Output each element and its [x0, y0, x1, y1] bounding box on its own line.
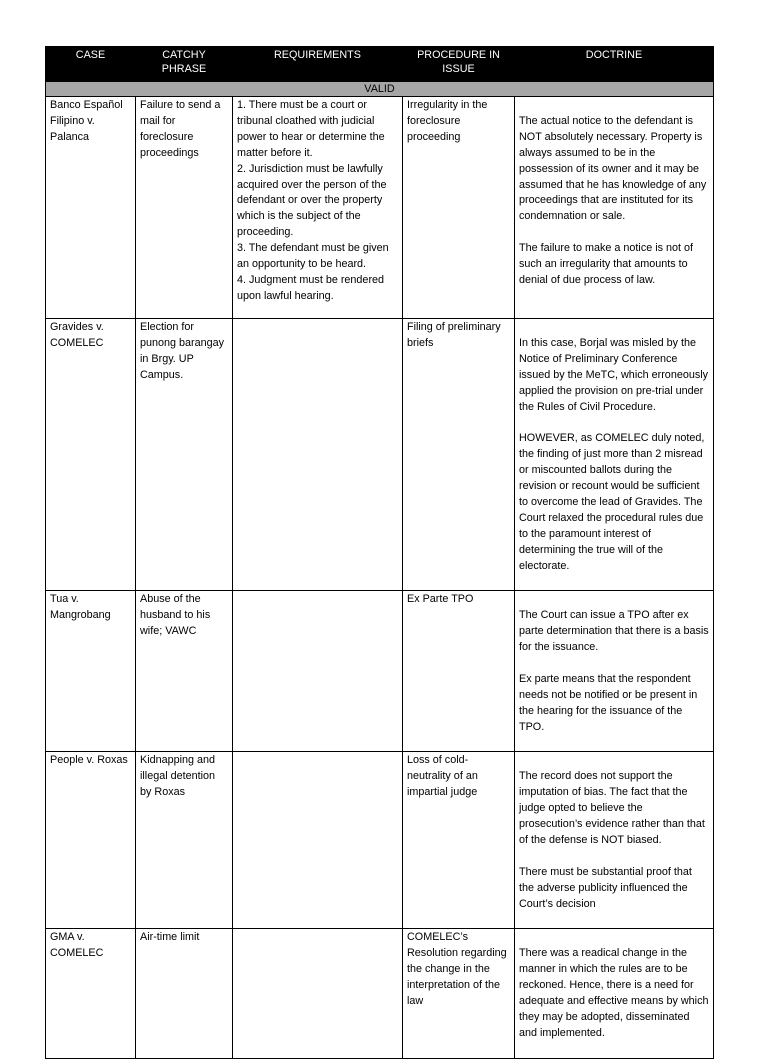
table-header	[46, 47, 714, 82]
section-row	[46, 82, 714, 97]
requirements-cell	[233, 752, 403, 929]
doctrine-paragraph: The failure to make a notice is not of such an irregularity that amounts to denial of due process of law.	[519, 242, 694, 286]
phrase-cell: Election for punong barangay in Brgy. UP Campus.	[136, 319, 233, 591]
doctrine-paragraph: The record does not support the imputation of bias. The fact that the judge opted to believe the prosecution’s evidence rather than that of the defense is NOT biased.	[519, 770, 705, 846]
case-cell: Banco Español Filipino v. Palanca	[46, 97, 136, 319]
doctrine-paragraph: Ex parte means that the respondent needs not be notified or be present in the hearing for the issuance of the TPO.	[519, 672, 698, 733]
procedure-cell: Loss of cold-neutrality of an impartial judge	[403, 752, 515, 929]
requirements-cell	[233, 591, 403, 752]
header-procedure-in-issue: PROCEDURE IN ISSUE	[403, 47, 515, 82]
header-doctrine: DOCTRINE	[515, 47, 714, 82]
table-row	[46, 97, 714, 319]
requirements-cell: 1. There must be a court or tribunal cloathed with judicial power to hear or determine the matter before it. 2. Jurisdiction must be lawfully acquired over the person of the defendant or over the property which is the subject of the proceeding. 3. The defendant must be given an opportunity to be heard. 4. Judgment must be rendered upon lawful hearing.	[233, 97, 403, 319]
header-case: CASE	[46, 47, 136, 82]
doctrine-paragraph: The Court can issue a TPO after ex parte determination that there is a basis for the issuance.	[519, 609, 709, 654]
doctrine-paragraph: In this case, Borjal was misled by the Notice of Preliminary Conference issued by the MeTC, which erroneously applied the provision on pre-trial under the Rules of Civil Procedure.	[519, 336, 709, 413]
header-catchy-phrase: CATCHY PHRASE	[136, 47, 233, 82]
case-cell: GMA v. COMELEC	[46, 929, 136, 1058]
case-cell: Gravides v. COMELEC	[46, 319, 136, 591]
phrase-cell: Air-time limit	[136, 929, 233, 1058]
phrase-cell: Kidnapping and illegal detention by Roxas	[136, 752, 233, 929]
requirements-cell	[233, 929, 403, 1058]
case-cell: Tua v. Mangrobang	[46, 591, 136, 752]
doctrine-cell	[515, 752, 714, 929]
case-cell: People v. Roxas	[46, 752, 136, 929]
document-page	[45, 46, 713, 1059]
procedure-cell: Irregularity in the foreclosure proceeding	[403, 97, 515, 319]
section-label: VALID	[46, 82, 714, 97]
doctrine-cell	[515, 591, 714, 752]
doctrine-paragraph: There was a readical change in the manner in which the rules are to be reckoned. Hence, there is a need for adequate and effective means by which they may be adopted, disseminated and implemented.	[519, 947, 709, 1039]
doctrine-cell	[515, 319, 714, 591]
table-row	[46, 752, 714, 929]
doctrine-paragraph: There must be substantial proof that the adverse publicity influenced the Court’s decision	[519, 865, 692, 910]
doctrine-cell	[515, 929, 714, 1058]
doctrine-paragraph: HOWEVER, as COMELEC duly noted, the finding of just more than 2 misread or miscounted ballots during the revision or recount would be sufficient to overcome the lead of Gravides. The Court relaxed the procedural rules due to the paramount interest of determining the true will of the electorate.	[519, 432, 705, 572]
phrase-cell: Failure to send a mail for foreclosure proceedings	[136, 97, 233, 319]
requirements-cell	[233, 319, 403, 591]
table-row	[46, 591, 714, 752]
procedure-cell: Filing of preliminary briefs	[403, 319, 515, 591]
header-requirements: REQUIREMENTS	[233, 47, 403, 82]
doctrine-cell	[515, 97, 714, 319]
table-row	[46, 319, 714, 591]
doctrine-paragraph: The actual notice to the defendant is NOT absolutely necessary. Property is always assumed to be in the possession of its owner and it may be assumed that he has knowledge of any proceedings that are instituted for its condemnation or sale.	[519, 114, 707, 223]
table-row	[46, 929, 714, 1058]
procedure-cell: COMELEC’s Resolution regarding the change in the interpretation of the law	[403, 929, 515, 1058]
case-table	[45, 46, 714, 1059]
procedure-cell: Ex Parte TPO	[403, 591, 515, 752]
phrase-cell: Abuse of the husband to his wife; VAWC	[136, 591, 233, 752]
